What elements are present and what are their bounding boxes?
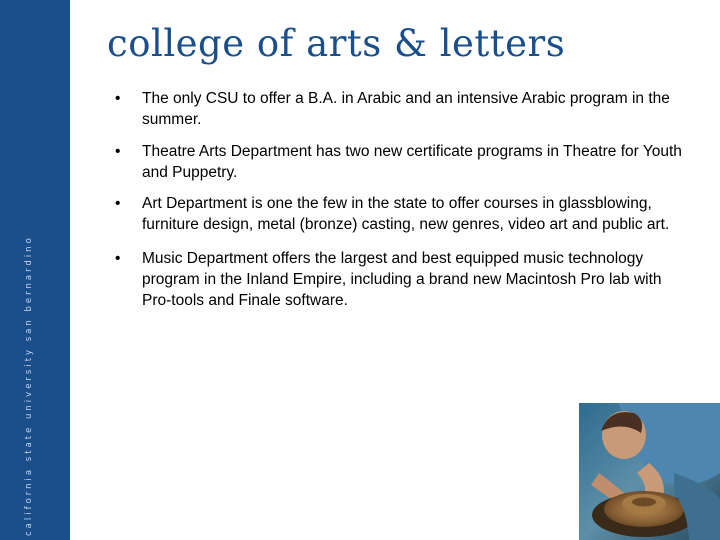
- bullet-item: • Art Department is one the few in the state to offer courses in glassblowing, furniture design, metal (bronze) casting, new genres, video art and public art.: [115, 193, 685, 235]
- bullet-item: • Music Department offers the largest and best equipped music technology program in the Inland Empire, including a brand new Macintosh Pro lab with Pro-tools and Finale software.: [115, 248, 685, 311]
- pottery-photo-illustration: [579, 403, 720, 540]
- bullet-item: • Theatre Arts Department has two new certificate programs in Theatre for Youth and Puppetry.: [115, 141, 685, 183]
- slide-title: college of arts & letters: [107, 22, 566, 65]
- bullet-list: [115, 88, 685, 311]
- pottery-photo: [579, 403, 720, 540]
- university-name: california state university san bernardino: [24, 235, 34, 536]
- bullet-item: • The only CSU to offer a B.A. in Arabic and an intensive Arabic program in the summer.: [115, 88, 685, 130]
- sidebar-band: [0, 0, 70, 540]
- sidebar-rotated-text: [0, 0, 70, 540]
